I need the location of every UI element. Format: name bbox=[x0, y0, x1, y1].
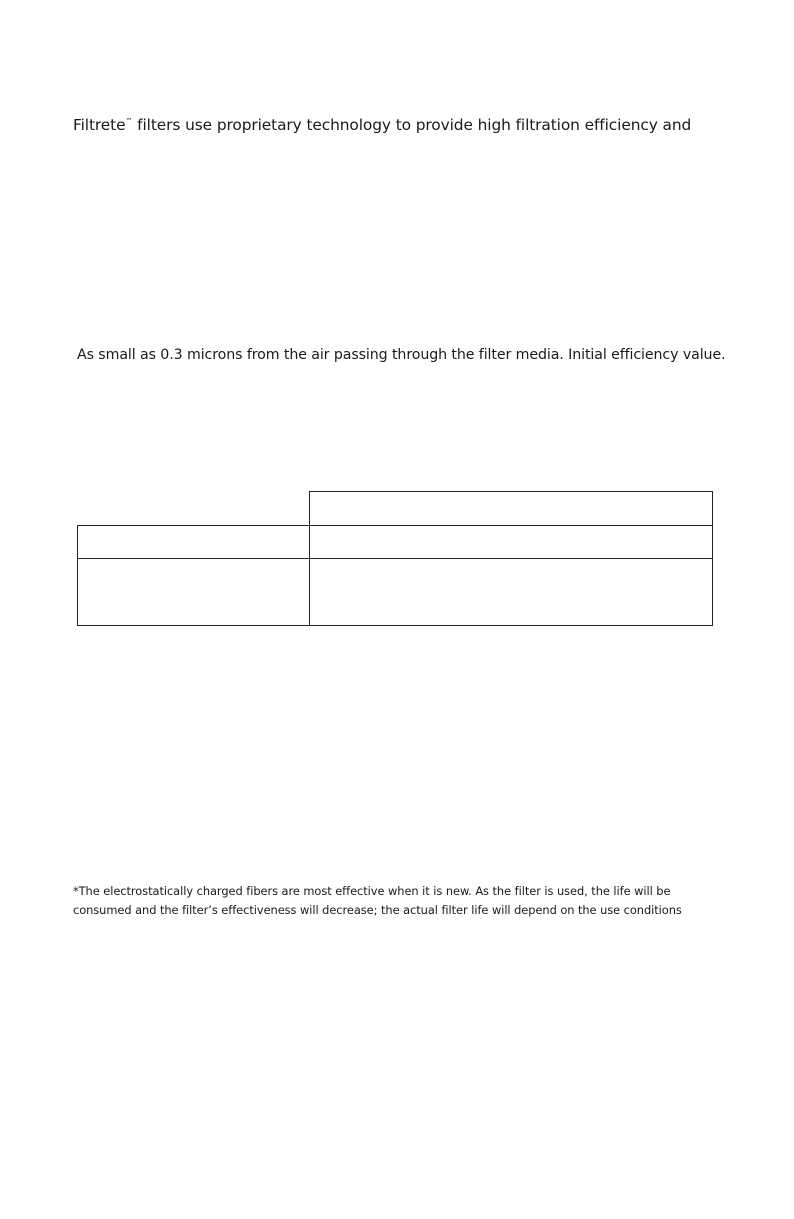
table-cell-row1-label bbox=[77, 525, 310, 559]
footnote-line-1: *The electrostatically charged fibers are most effective when it is new. As the filter is used, the life will be bbox=[73, 884, 671, 898]
intro-paragraph bbox=[73, 116, 691, 134]
footnote bbox=[73, 882, 682, 920]
footnote-line-2: consumed and the filter’s effectiveness will decrease; the actual filter life will depend on the use conditions bbox=[73, 903, 682, 917]
intro-text: filters use proprietary technology to provide high filtration efficiency and bbox=[132, 116, 692, 134]
micron-note: As small as 0.3 microns from the air passing through the filter media. Initial efficiency value. bbox=[77, 347, 726, 363]
table-cell-row2-label bbox=[77, 558, 310, 626]
brand-name: Filtrete bbox=[73, 116, 126, 134]
trademark-symbol: ™ bbox=[125, 117, 133, 125]
table-cell-row2-value bbox=[309, 558, 713, 626]
table-header-cell bbox=[309, 491, 713, 526]
table-cell-row1-value bbox=[309, 525, 713, 559]
